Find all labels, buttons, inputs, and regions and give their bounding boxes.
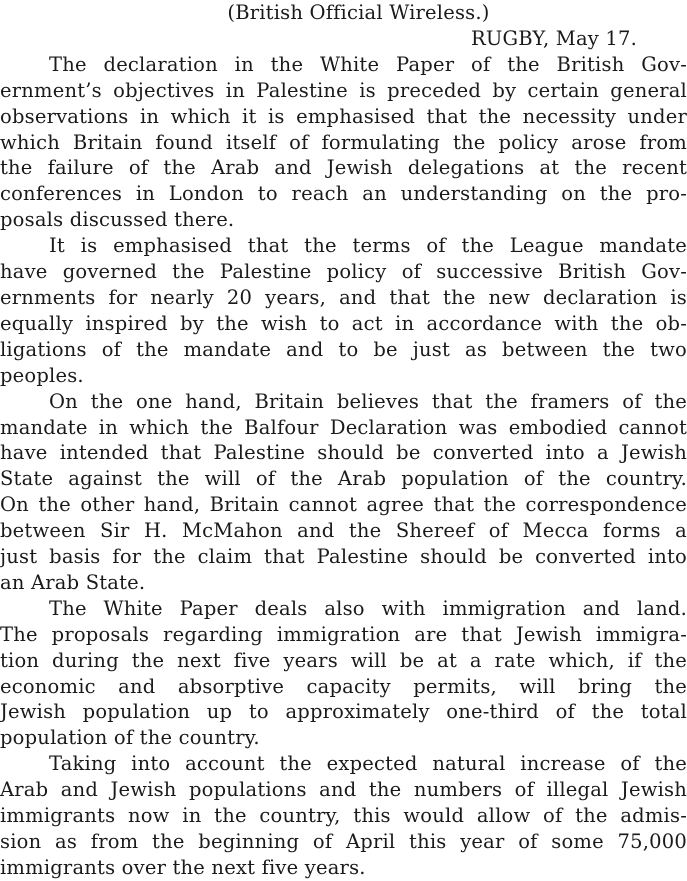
text-line: peoples. xyxy=(0,363,84,387)
paragraph-3 xyxy=(0,389,687,596)
text-line: ernments for nearly 20 years, and that the new declaration is xyxy=(0,285,687,309)
text-line: Arab and Jewish populations and the numbers of illegal Jewish xyxy=(0,778,687,802)
text-line: Taking into account the expected natural increase of the xyxy=(49,752,687,776)
text-line: Jewish population up to approximately one-third of the total xyxy=(0,700,687,724)
text-line: The White Paper deals also with immigration and land. xyxy=(49,596,687,620)
paragraph-1 xyxy=(0,52,687,233)
source-line: (British Official Wireless.) xyxy=(227,1,490,24)
text-line: State against the will of the Arab population of the country. xyxy=(0,467,687,491)
paragraph-2 xyxy=(0,233,687,388)
text-line: On the other hand, Britain cannot agree that the correspondence xyxy=(0,493,687,517)
text-line: have intended that Palestine should be converted into a Jewish xyxy=(0,441,687,465)
text-line: economic and absorptive capacity permits, will bring the xyxy=(0,674,687,698)
text-line: conferences in London to reach an understanding on the pro- xyxy=(0,182,687,206)
text-line: posals discussed there. xyxy=(0,208,235,232)
text-line: The declaration in the White Paper of the British Gov- xyxy=(49,52,687,76)
text-line: The proposals regarding immigration are that Jewish immigra- xyxy=(0,622,687,646)
text-line: mandate in which the Balfour Declaration was embodied cannot xyxy=(0,415,687,439)
text-line: observations in which it is emphasised that the necessity under xyxy=(0,104,687,128)
text-line: have governed the Palestine policy of successive British Gov- xyxy=(0,260,687,284)
text-line: ernment’s objectives in Palestine is preceded by certain general xyxy=(0,78,687,102)
text-line: an Arab State. xyxy=(0,570,146,594)
text-line: which Britain found itself of formulating the policy arose from xyxy=(0,130,687,154)
text-line: sion as from the beginning of April this year of some 75,000 xyxy=(0,830,687,853)
paragraph-4 xyxy=(0,596,687,751)
text-line: tion during the next five years will be at a rate which, if the xyxy=(0,648,687,672)
dateline: RUGBY, May 17. xyxy=(470,26,637,50)
text-line: It is emphasised that the terms of the League mandate xyxy=(49,234,687,258)
text-line: immigrants over the next five years. xyxy=(0,855,366,879)
text-line: the failure of the Arab and Jewish delegations at the recent xyxy=(0,156,687,180)
text-line: On the one hand, Britain believes that the framers of the xyxy=(49,389,687,413)
text-line: immigrants now in the country, this would allow of the admis- xyxy=(0,804,687,828)
paragraph-5 xyxy=(0,751,687,881)
text-line: between Sir H. McMahon and the Shereef of Mecca forms a xyxy=(0,519,687,543)
text-line: population of the country. xyxy=(0,726,260,750)
text-line: ligations of the mandate and to be just as between the two xyxy=(0,337,687,361)
text-line: equally inspired by the wish to act in accordance with the ob- xyxy=(0,311,687,335)
text-line: just basis for the claim that Palestine should be converted into xyxy=(0,545,687,569)
